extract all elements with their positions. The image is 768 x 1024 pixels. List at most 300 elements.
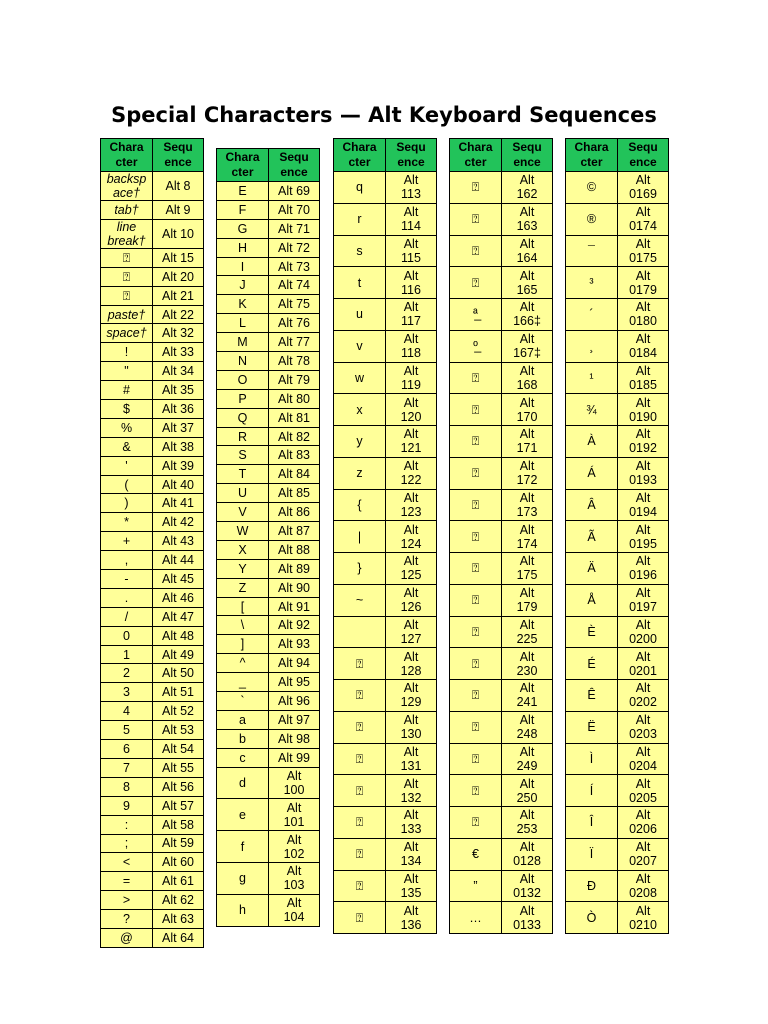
character-cell: K — [217, 295, 269, 314]
table-row — [566, 902, 669, 934]
table-row — [566, 743, 669, 775]
table-row — [450, 902, 553, 934]
table-row — [101, 910, 204, 929]
sequence-cell: Alt 0206 — [618, 807, 669, 839]
table-row — [566, 521, 669, 553]
table-row — [217, 276, 320, 295]
sequence-cell: Alt 52 — [153, 702, 204, 721]
table-row — [101, 928, 204, 947]
character-cell: Á — [566, 457, 618, 489]
sequence-cell: Alt 87 — [269, 522, 320, 541]
table-row — [217, 673, 320, 692]
character-cell: space† — [101, 324, 153, 343]
sequence-cell: Alt 0128 — [502, 838, 553, 870]
character-cell: Ï — [566, 838, 618, 870]
table-row — [101, 248, 204, 267]
character-cell: ⍰ — [334, 648, 386, 680]
character-cell: Ê — [566, 680, 618, 712]
sequence-cell: Alt 127 — [386, 616, 437, 648]
sequence-cell: Alt 41 — [153, 494, 204, 513]
sequence-cell: Alt 165 — [502, 267, 553, 299]
table-row — [334, 584, 437, 616]
table-row — [217, 182, 320, 201]
sequence-cell: Alt 48 — [153, 626, 204, 645]
table-row — [566, 616, 669, 648]
table-row — [217, 465, 320, 484]
sequence-cell: Alt 0190 — [618, 394, 669, 426]
table-row — [217, 257, 320, 276]
character-cell: S — [217, 446, 269, 465]
table-row — [450, 426, 553, 458]
character-cell: ª̲ — [450, 299, 502, 331]
table-row — [101, 343, 204, 362]
table-row — [101, 400, 204, 419]
sequence-cell: Alt 131 — [386, 743, 437, 775]
sequence-cell: Alt 136 — [386, 902, 437, 934]
table-row — [450, 235, 553, 267]
sequence-cell: Alt 89 — [269, 559, 320, 578]
table-row — [450, 648, 553, 680]
sequence-cell: Alt 115 — [386, 235, 437, 267]
sequence-cell: Alt 97 — [269, 710, 320, 729]
table-row — [101, 834, 204, 853]
table-row — [217, 484, 320, 503]
character-cell: . — [101, 588, 153, 607]
character-cell: paste† — [101, 305, 153, 324]
character-cell: [ — [217, 597, 269, 616]
table-row — [566, 584, 669, 616]
table-row — [450, 203, 553, 235]
character-cell: T — [217, 465, 269, 484]
table-row — [217, 446, 320, 465]
character-cell: O — [217, 370, 269, 389]
character-cell: , — [101, 551, 153, 570]
sequence-cell: Alt 118 — [386, 330, 437, 362]
character-cell: ⍰ — [450, 426, 502, 458]
character-cell: < — [101, 853, 153, 872]
table-row — [101, 362, 204, 381]
character-cell: 7 — [101, 758, 153, 777]
character-cell: ⍰ — [334, 775, 386, 807]
sequence-cell: Alt 70 — [269, 200, 320, 219]
table-row — [334, 648, 437, 680]
table-row — [217, 894, 320, 926]
sequence-cell: Alt 170 — [502, 394, 553, 426]
table-row — [334, 807, 437, 839]
character-cell: _ — [217, 673, 269, 692]
table-row — [450, 330, 553, 362]
character-cell: ; — [101, 834, 153, 853]
table-row — [101, 286, 204, 305]
sequence-cell: Alt 225 — [502, 616, 553, 648]
character-cell: ³ — [566, 267, 618, 299]
table-row — [101, 683, 204, 702]
character-cell: ⍰ — [334, 743, 386, 775]
table-row — [101, 172, 204, 201]
sequence-cell: Alt 85 — [269, 484, 320, 503]
table-row — [101, 551, 204, 570]
character-cell: 9 — [101, 796, 153, 815]
character-cell: ⍰ — [450, 235, 502, 267]
table-row — [217, 352, 320, 371]
sequence-cell: Alt 0133 — [502, 902, 553, 934]
character-cell: º̲ — [450, 330, 502, 362]
sequence-cell: Alt 53 — [153, 721, 204, 740]
table-row — [217, 559, 320, 578]
sequence-cell: Alt 168 — [502, 362, 553, 394]
character-cell: v — [334, 330, 386, 362]
table-row — [334, 394, 437, 426]
table-row — [217, 863, 320, 895]
sequence-cell: Alt 20 — [153, 267, 204, 286]
character-cell: ⍰ — [450, 394, 502, 426]
character-cell: h — [217, 894, 269, 926]
table-row — [101, 324, 204, 343]
character-cell: L — [217, 314, 269, 333]
character-cell: Ò — [566, 902, 618, 934]
table-row — [450, 584, 553, 616]
character-cell: 4 — [101, 702, 153, 721]
sequence-cell: Alt 77 — [269, 333, 320, 352]
sequence-cell: Alt 101 — [269, 799, 320, 831]
table-row — [217, 370, 320, 389]
sequence-cell: Alt 43 — [153, 532, 204, 551]
sequence-cell: Alt 0192 — [618, 426, 669, 458]
sequence-cell: Alt 132 — [386, 775, 437, 807]
character-cell: # — [101, 381, 153, 400]
sequence-cell: Alt 72 — [269, 238, 320, 257]
table-row — [334, 426, 437, 458]
sequence-cell: Alt 0175 — [618, 235, 669, 267]
sequence-cell: Alt 0196 — [618, 553, 669, 585]
table-row — [101, 588, 204, 607]
character-cell: q — [334, 172, 386, 204]
table-row — [334, 775, 437, 807]
alt-table-4 — [449, 138, 553, 934]
sequence-cell: Alt 0169 — [618, 172, 669, 204]
table-row — [101, 456, 204, 475]
table-row — [566, 426, 669, 458]
table-row — [566, 870, 669, 902]
sequence-cell: Alt 58 — [153, 815, 204, 834]
sequence-cell: Alt 104 — [269, 894, 320, 926]
character-cell: I — [217, 257, 269, 276]
sequence-cell: Alt 133 — [386, 807, 437, 839]
character-cell: / — [101, 607, 153, 626]
character-cell: ⍰ — [334, 838, 386, 870]
character-cell: 0 — [101, 626, 153, 645]
table-row — [101, 796, 204, 815]
sequence-cell: Alt 50 — [153, 664, 204, 683]
character-cell: V — [217, 503, 269, 522]
table-row — [101, 532, 204, 551]
character-cell: tab† — [101, 201, 153, 220]
character-cell: ' — [101, 456, 153, 475]
character-cell: | — [334, 521, 386, 553]
sequence-cell: Alt 21 — [153, 286, 204, 305]
character-cell: c — [217, 748, 269, 767]
character-cell: Í — [566, 775, 618, 807]
character-cell: P — [217, 389, 269, 408]
table-header-row — [450, 139, 553, 172]
sequence-cell: Alt 64 — [153, 928, 204, 947]
character-cell: ⍰ — [101, 286, 153, 305]
character-cell: Â — [566, 489, 618, 521]
sequence-cell: Alt 36 — [153, 400, 204, 419]
character-cell — [334, 616, 386, 648]
sequence-cell: Alt 0195 — [618, 521, 669, 553]
sequence-cell: Alt 10 — [153, 219, 204, 248]
sequence-cell: Alt 0205 — [618, 775, 669, 807]
character-column-header: Chara cter — [217, 149, 269, 182]
table-row — [217, 831, 320, 863]
table-row — [101, 305, 204, 324]
table-row — [566, 648, 669, 680]
character-cell: ⍰ — [450, 807, 502, 839]
character-cell: ⍰ — [450, 553, 502, 585]
table-row — [101, 513, 204, 532]
sequence-cell: Alt 241 — [502, 680, 553, 712]
sequence-cell: Alt 37 — [153, 418, 204, 437]
sequence-cell: Alt 119 — [386, 362, 437, 394]
alt-table-2 — [216, 148, 320, 927]
sequence-cell: Alt 15 — [153, 248, 204, 267]
table-row — [217, 578, 320, 597]
sequence-cell: Alt 60 — [153, 853, 204, 872]
table-row — [217, 408, 320, 427]
table-row — [101, 201, 204, 220]
table-row — [334, 553, 437, 585]
character-cell: R — [217, 427, 269, 446]
table-row — [566, 172, 669, 204]
character-cell: ® — [566, 203, 618, 235]
table-row — [217, 799, 320, 831]
table-row — [566, 711, 669, 743]
sequence-cell: Alt 39 — [153, 456, 204, 475]
character-cell: t — [334, 267, 386, 299]
table-row — [217, 654, 320, 673]
table-row — [217, 616, 320, 635]
table-row — [101, 740, 204, 759]
table-row — [334, 902, 437, 934]
character-cell: N — [217, 352, 269, 371]
table-row — [217, 540, 320, 559]
table-row — [101, 607, 204, 626]
table-row — [101, 267, 204, 286]
table-row — [217, 729, 320, 748]
character-cell: ⍰ — [334, 680, 386, 712]
sequence-cell: Alt 0208 — [618, 870, 669, 902]
sequence-cell: Alt 94 — [269, 654, 320, 673]
character-cell: ¾ — [566, 394, 618, 426]
table-row — [217, 522, 320, 541]
sequence-cell: Alt 250 — [502, 775, 553, 807]
table-row — [450, 553, 553, 585]
character-cell: \ — [217, 616, 269, 635]
table-row — [217, 219, 320, 238]
character-cell: r — [334, 203, 386, 235]
table-row — [334, 267, 437, 299]
character-cell: ? — [101, 910, 153, 929]
character-cell: ⍰ — [450, 362, 502, 394]
table-row — [217, 427, 320, 446]
sequence-cell: Alt 59 — [153, 834, 204, 853]
character-cell: É — [566, 648, 618, 680]
sequence-cell: Alt 134 — [386, 838, 437, 870]
sequence-cell: Alt 0194 — [618, 489, 669, 521]
table-row — [217, 635, 320, 654]
sequence-cell: Alt 0207 — [618, 838, 669, 870]
character-cell: G — [217, 219, 269, 238]
character-cell: 1 — [101, 645, 153, 664]
table-row — [334, 521, 437, 553]
sequence-cell: Alt 174 — [502, 521, 553, 553]
sequence-cell: Alt 62 — [153, 891, 204, 910]
sequence-cell: Alt 82 — [269, 427, 320, 446]
character-cell: * — [101, 513, 153, 532]
character-cell: ! — [101, 343, 153, 362]
table-row — [450, 680, 553, 712]
sequence-cell: Alt 63 — [153, 910, 204, 929]
character-cell: M — [217, 333, 269, 352]
table-row — [566, 553, 669, 585]
character-cell: Z — [217, 578, 269, 597]
sequence-cell: Alt 47 — [153, 607, 204, 626]
character-cell: ¯ — [566, 235, 618, 267]
table-row — [217, 748, 320, 767]
sequence-cell: Alt 49 — [153, 645, 204, 664]
sequence-cell: Alt 173 — [502, 489, 553, 521]
sequence-column-header: Sequ ence — [502, 139, 553, 172]
sequence-cell: Alt 0132 — [502, 870, 553, 902]
sequence-cell: Alt 84 — [269, 465, 320, 484]
character-cell: ⍰ — [450, 584, 502, 616]
sequence-cell: Alt 74 — [269, 276, 320, 295]
table-row — [566, 807, 669, 839]
character-cell: w — [334, 362, 386, 394]
sequence-cell: Alt 103 — [269, 863, 320, 895]
sequence-cell: Alt 167‡ — [502, 330, 553, 362]
table-row — [334, 235, 437, 267]
sequence-cell: Alt 0193 — [618, 457, 669, 489]
character-cell: g — [217, 863, 269, 895]
character-cell: ⍰ — [450, 648, 502, 680]
table-row — [101, 381, 204, 400]
sequence-column-header: Sequ ence — [269, 149, 320, 182]
character-cell: X — [217, 540, 269, 559]
sequence-cell: Alt 55 — [153, 758, 204, 777]
character-cell: È — [566, 616, 618, 648]
table-row — [101, 494, 204, 513]
sequence-cell: Alt 78 — [269, 352, 320, 371]
alt-table-5 — [565, 138, 669, 934]
sequence-cell: Alt 51 — [153, 683, 204, 702]
character-column-header: Chara cter — [334, 139, 386, 172]
character-cell: x — [334, 394, 386, 426]
character-cell: ´ — [566, 299, 618, 331]
character-cell: ⍰ — [450, 457, 502, 489]
sequence-cell: Alt 93 — [269, 635, 320, 654]
table-row — [566, 775, 669, 807]
character-cell: ^ — [217, 654, 269, 673]
sequence-cell: Alt 129 — [386, 680, 437, 712]
sequence-cell: Alt 0210 — [618, 902, 669, 934]
table-row — [101, 758, 204, 777]
character-cell: Ä — [566, 553, 618, 585]
sequence-cell: Alt 61 — [153, 872, 204, 891]
table-row — [450, 743, 553, 775]
sequence-cell: Alt 42 — [153, 513, 204, 532]
character-cell: Y — [217, 559, 269, 578]
sequence-cell: Alt 75 — [269, 295, 320, 314]
character-cell: = — [101, 872, 153, 891]
table-row — [334, 203, 437, 235]
character-cell: ~ — [334, 584, 386, 616]
character-cell: ” — [450, 870, 502, 902]
sequence-cell: Alt 0201 — [618, 648, 669, 680]
table-row — [566, 457, 669, 489]
character-cell: ⍰ — [334, 870, 386, 902]
sequence-cell: Alt 80 — [269, 389, 320, 408]
table-row — [101, 777, 204, 796]
character-cell: line break† — [101, 219, 153, 248]
table-row — [566, 235, 669, 267]
character-cell: ¸ — [566, 330, 618, 362]
table-row — [566, 838, 669, 870]
sequence-cell: Alt 81 — [269, 408, 320, 427]
table-row — [334, 711, 437, 743]
table-row — [334, 362, 437, 394]
character-cell: ⍰ — [334, 711, 386, 743]
sequence-cell: Alt 121 — [386, 426, 437, 458]
sequence-cell: Alt 0197 — [618, 584, 669, 616]
character-cell: J — [217, 276, 269, 295]
table-row — [334, 330, 437, 362]
sequence-cell: Alt 98 — [269, 729, 320, 748]
character-cell: … — [450, 902, 502, 934]
sequence-cell: Alt 249 — [502, 743, 553, 775]
sequence-cell: Alt 40 — [153, 475, 204, 494]
table-row — [334, 743, 437, 775]
character-cell: Q — [217, 408, 269, 427]
table-header-row — [334, 139, 437, 172]
table-row — [334, 870, 437, 902]
character-cell: ` — [217, 692, 269, 711]
character-cell: ( — [101, 475, 153, 494]
sequence-cell: Alt 57 — [153, 796, 204, 815]
table-header-row — [101, 139, 204, 172]
sequence-cell: Alt 122 — [386, 457, 437, 489]
character-cell: - — [101, 570, 153, 589]
alt-table-1 — [100, 138, 204, 948]
sequence-cell: Alt 135 — [386, 870, 437, 902]
sequence-cell: Alt 0203 — [618, 711, 669, 743]
character-cell: ⍰ — [450, 680, 502, 712]
table-row — [450, 489, 553, 521]
sequence-cell: Alt 99 — [269, 748, 320, 767]
character-cell: ⍰ — [450, 711, 502, 743]
character-cell: 8 — [101, 777, 153, 796]
sequence-column-header: Sequ ence — [618, 139, 669, 172]
character-cell: d — [217, 767, 269, 799]
sequence-cell: Alt 0185 — [618, 362, 669, 394]
table-row — [450, 616, 553, 648]
table-row — [101, 570, 204, 589]
character-cell: Ì — [566, 743, 618, 775]
character-cell: 6 — [101, 740, 153, 759]
table-row — [101, 475, 204, 494]
sequence-cell: Alt 164 — [502, 235, 553, 267]
